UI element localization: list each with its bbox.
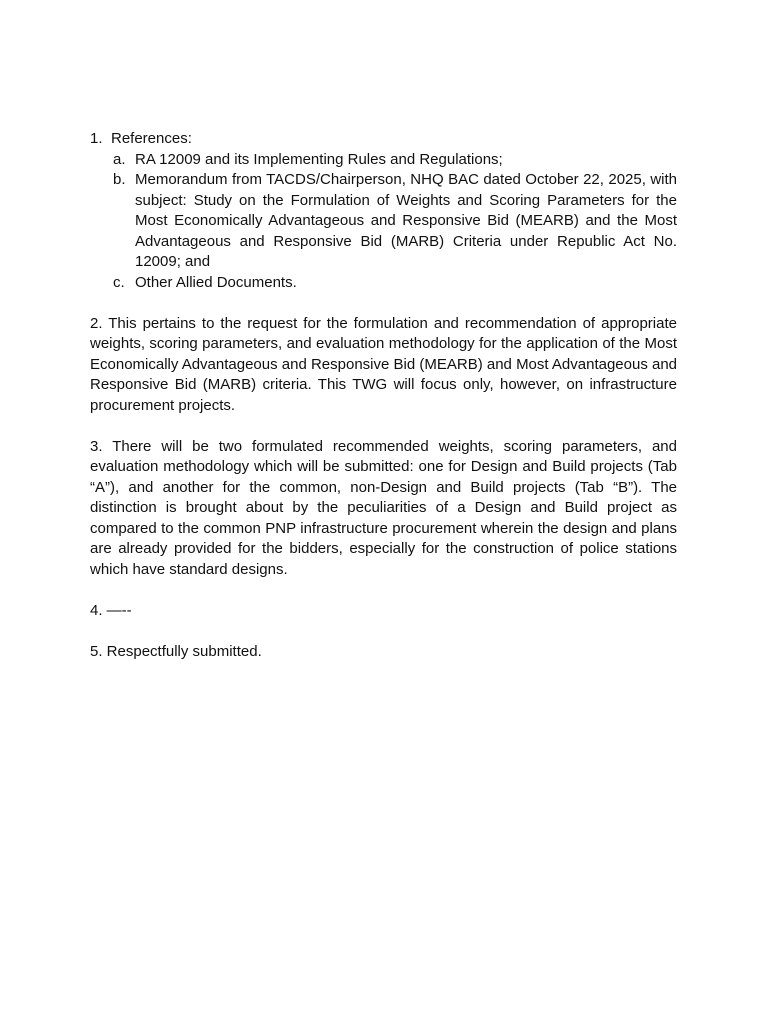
paragraph-4: 4. —-- xyxy=(90,601,132,619)
paragraph-spacer xyxy=(90,416,677,437)
reference-letter: b. xyxy=(113,171,126,188)
reference-item-a xyxy=(90,150,677,171)
reference-text: RA 12009 and its Implementing Rules and Regulations; xyxy=(135,150,503,168)
references-number: 1. xyxy=(90,130,103,147)
paragraph-spacer xyxy=(90,580,677,601)
document-body xyxy=(90,129,677,662)
paragraph-3: 3. There will be two formulated recommended weights, scoring parameters, and evaluation methodology which will be submitted: one for Design and Build projects (Tab “A”), and another for the common, non-Design and Build projects (Tab “B”). The distinction is brought about by the peculiarities of a Design and Build project as compared to the common PNP infrastructure procurement wherein the design and plans are already provided for the bidders, especially for the construction of police stations which have standard designs. xyxy=(90,437,677,578)
reference-letter: c. xyxy=(113,273,125,291)
paragraph-spacer xyxy=(90,293,677,314)
references-title: References: xyxy=(111,130,192,147)
paragraph-5: 5. Respectfully submitted. xyxy=(90,642,262,660)
reference-text: Memorandum from TACDS/Chairperson, NHQ BAC dated October 22, 2025, with subject: Study on the Formulation of Weights and Scoring Parameters for the Most Economically Advantageous and Responsive Bid (MEARB) and the Most Advantageous and Responsive Bid (MARB) Criteria under Republic Act No. 12009; and xyxy=(135,171,677,270)
reference-item-c xyxy=(90,273,677,294)
reference-text: Other Allied Documents. xyxy=(135,273,297,291)
references-heading xyxy=(90,129,677,150)
reference-item-b xyxy=(90,170,677,273)
references-list xyxy=(90,150,677,294)
paragraph-spacer xyxy=(90,621,677,642)
reference-letter: a. xyxy=(113,150,126,168)
paragraph-2: 2. This pertains to the request for the formulation and recommendation of appropriate weights, scoring parameters, and evaluation methodology for the application of the Most Economically Advantageous and Responsive Bid (MEARB) and Most Advantageous and Responsive Bid (MARB) criteria. This TWG will focus only, however, on infrastructure procurement projects. xyxy=(90,314,678,414)
